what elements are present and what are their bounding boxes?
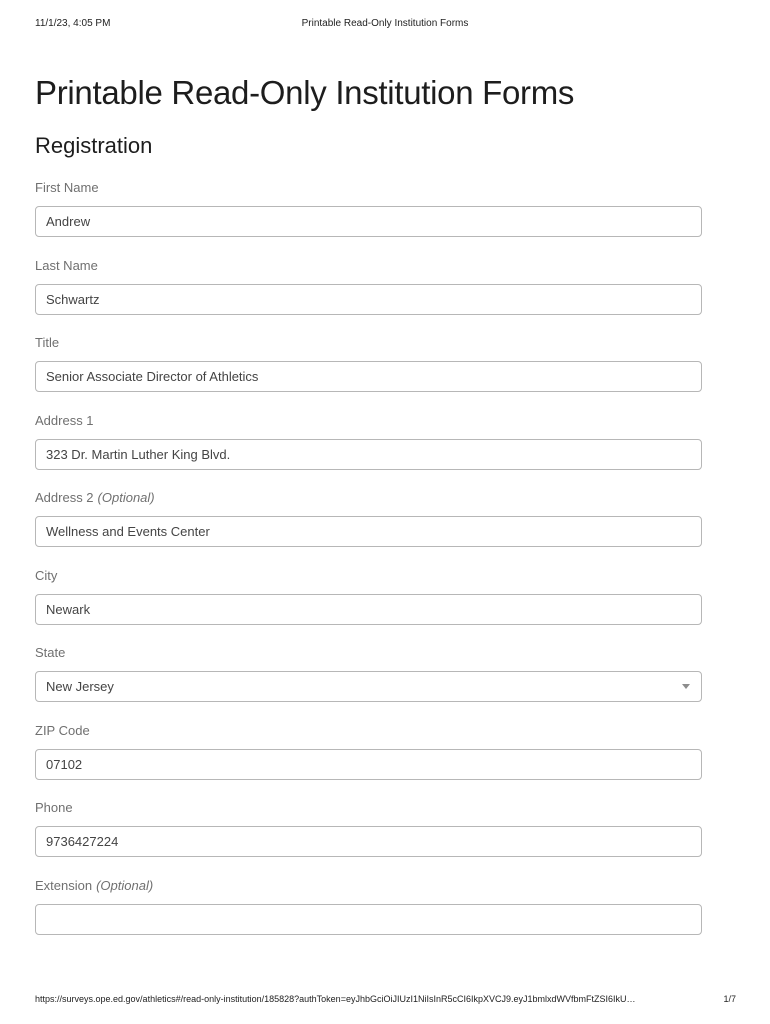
zip-code-input[interactable]: 07102 — [35, 749, 702, 780]
address-1-input[interactable]: 323 Dr. Martin Luther King Blvd. — [35, 439, 702, 470]
print-footer — [35, 994, 736, 1007]
title-label: Title — [35, 335, 60, 350]
field-first-name — [35, 177, 702, 255]
city-input[interactable]: Newark — [35, 594, 702, 625]
print-header — [35, 18, 735, 32]
print-footer-url: https://surveys.ope.ed.gov/athletics#/read-only-institution/185828?authToken=eyJhbGciOiJIUzI1NiIsInR5cCI6IkpXVCJ9.eyJ1bmlxdWVfbmFtZSI6IkU… — [35, 994, 636, 1004]
field-address-2 — [35, 487, 702, 565]
address-2-optional-tag: (Optional) — [97, 490, 155, 505]
field-phone — [35, 797, 702, 875]
address-2-label: Address 2 (Optional) — [35, 490, 155, 505]
state-selected-value: New Jersey — [46, 679, 114, 694]
extension-input[interactable] — [35, 904, 702, 935]
print-datetime: 11/1/23, 4:05 PM — [35, 18, 111, 29]
phone-label: Phone — [35, 800, 73, 815]
address-1-label: Address 1 — [35, 412, 94, 428]
city-label: City — [35, 567, 58, 583]
print-document-title: Printable Read-Only Institution Forms — [301, 18, 469, 29]
page-title: Printable Read-Only Institution Forms — [35, 74, 575, 111]
address-2-input[interactable]: Wellness and Events Center — [35, 516, 702, 547]
field-extension — [35, 875, 702, 953]
field-title — [35, 332, 702, 410]
zip-code-label: ZIP Code — [35, 722, 90, 738]
title-input[interactable]: Senior Associate Director of Athletics — [35, 361, 702, 392]
first-name-label: First Name — [35, 180, 99, 195]
state-label: State — [35, 645, 66, 660]
print-page-number: 1/7 — [723, 994, 736, 1004]
first-name-input[interactable]: Andrew — [35, 206, 702, 237]
field-address-1 — [35, 410, 702, 488]
field-last-name — [35, 255, 702, 333]
field-zip-code — [35, 720, 702, 798]
phone-input[interactable]: 9736427224 — [35, 826, 702, 857]
field-city — [35, 565, 702, 643]
extension-optional-tag: (Optional) — [96, 877, 154, 893]
extension-label: Extension (Optional) — [35, 877, 154, 893]
registration-form — [35, 177, 702, 952]
state-select[interactable] — [35, 671, 702, 702]
field-state — [35, 642, 702, 720]
section-title-registration: Registration — [35, 133, 153, 158]
chevron-down-icon — [682, 684, 690, 689]
last-name-label: Last Name — [35, 257, 98, 273]
last-name-input[interactable]: Schwartz — [35, 284, 702, 315]
